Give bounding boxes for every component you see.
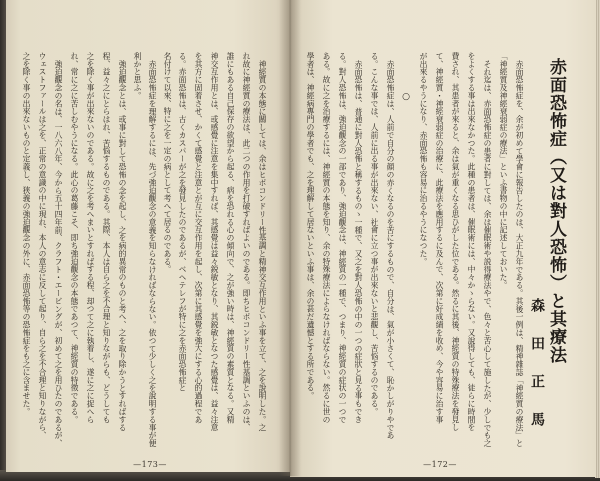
left-page-text-column: を其方に固着させ、かくて感覺と注意とが互に交互作用を起し、次第に其感覺を強大にする心的過程であ <box>194 52 203 424</box>
right-page-text-column: て、神經質・神經衰弱症の治療に、此療法を應用するに及んで、次第に好成績を收め、今や容易に治す事 <box>435 52 444 424</box>
left-page <box>6 0 290 472</box>
right-page-text-column: それ迄は、赤面恐怖症の患者に對しては、余は催眠術や説得療法やで、色々と苦心して施したが、少しでも之 <box>483 60 492 448</box>
right-page-text-column: 「神經質及神經衰弱症の療法」といふ書物の中に記述しておいた。 <box>499 52 508 289</box>
left-page-text-column: 之を除く事の出來ないものと定義し、狹義の強迫觀念の外に、赤面恐怖等の恐怖症をも之に含ませた。 <box>22 52 31 416</box>
right-page-number: —172— <box>423 460 457 469</box>
left-page-text-column: れ、常に之に苦しむやうになる。此心の葛藤こそ、即ち強迫觀念の本態であつて、神經質の特徵である。 <box>70 52 79 424</box>
right-page <box>290 0 596 477</box>
article-title: 赤面恐怖症（又は對人恐怖）と其療法 <box>546 58 566 364</box>
section-mark: ○ <box>401 92 411 102</box>
left-page-text-column: 強迫觀念の名は、一八六八年、今から五十四年前、クラフト・エービングが、初めて之を用ひたのであるが、 <box>54 60 63 448</box>
left-page-text-column: 程、益々之にとらはれ、苦悩するものである。其際、本人は自ら之を不合理と知りながらも、どうしても <box>102 52 111 424</box>
left-page-text-column: 利かと思ふ。 <box>133 52 142 100</box>
left-page-text-column: 誰にもある自己保存の欲望から起る、病を恐れる心の傾向で、之が強い時は、神經質の素質となる。又精 <box>226 52 235 424</box>
right-page-text-column: 費され、其患者が來ると、余は氣が重くなる思ひがした位である。然るに其後、神經質の特殊療法を發見し <box>451 52 460 432</box>
left-page-number: —173— <box>133 460 167 469</box>
right-page-text-column: 赤面恐怖は、普通に對人恐怖と稱するものゝ一種で、又之を對人恐怖の中の一つの症狀と見る事もでき <box>354 60 363 424</box>
right-page-text-column: をよくする事は出來なかつた。此種の患者は、催眠術には、中々かゝらない。又說得しても、徒らに時間を <box>467 52 476 432</box>
right-page-text-column: る。こんな事では、人前に出る事が出來ない、社會に立つ事が出來ないと悲觀し、苦悩するのである。 <box>370 52 379 416</box>
right-page-text-column: 學者は、神經病專門の學者でも、之を理解して居ないといふ事は、余の甚だ遺憾とする所である。 <box>306 52 315 400</box>
right-page-text-column: ある。故に之を治療するには、神經質の本態を知り、余の特殊療法によらなければならない。然るに世の <box>322 52 331 424</box>
author-name: 森田正馬 <box>529 298 545 450</box>
right-page-text-column: 赤面恐怖症は、人前で自分の顔の赤くなるのを苦にするもので、自分は、氣が小さくて、恥かしがりやであ <box>386 60 395 440</box>
left-page-text-column: 強迫觀念とは、或事に對して恐怖の念を起し、之を病的異常のものと考へ、之を取り除かうとすればする <box>118 60 127 432</box>
left-page-text-column: 赤面恐怖症を理解するには、先づ強迫觀念の意義を知らなければならない。依つて少しく之を說明する事が便 <box>148 60 157 448</box>
right-page-text-column: が出來るやうになり、赤面恐怖も容易に治るやうになつた。 <box>419 52 428 266</box>
left-page-text-column: 之を除く事が出來ないのである。故に之を考へまいとすればする程、却つて之に執着し、遂に之に捉へら <box>86 52 95 424</box>
left-page-text-column: れ故に神經質の療法は、此二つの作用を打破すればよいのである。即ちヒポコンドリー性基調といふのは、 <box>242 52 251 432</box>
right-page-text-column: 赤面恐怖症を、余が初めて學會に報告したのは、大正九年である。其後一例は、精神雜誌「神經質の療法」と <box>515 60 524 448</box>
left-page-text-column: 神經質の本態に關しては、余はヒポコンドリー性基調と精神交互作用といふ事を立て、之を說明した。之 <box>258 60 267 432</box>
left-page-text-column: ウェストファールは之を、正常の意識の中に現れ、本人の意志に反して起り、自ら之を不合理と知りながら、 <box>38 52 47 440</box>
left-page-text-column: 神交互作用とは、或感覺に注意を集中すれば、其感覺は益々鋭敏となり、其鋭敏となつた感覺は、益々注意 <box>210 52 219 432</box>
left-page-text-column: る。赤面恐怖は、古くカスパーが之を發見したのであるが、ベヘテレフが特に之を赤面恐怖症と <box>178 52 187 392</box>
left-page-text-column: 名付けて以來、特に之を一定の病として考へて居るのである。 <box>163 52 172 274</box>
right-page-text-column: る。對人恐怖は、強迫觀念の一部であり、強迫觀念は、神經質の一種で、つまり、神經質の症状の一つで <box>338 52 347 424</box>
